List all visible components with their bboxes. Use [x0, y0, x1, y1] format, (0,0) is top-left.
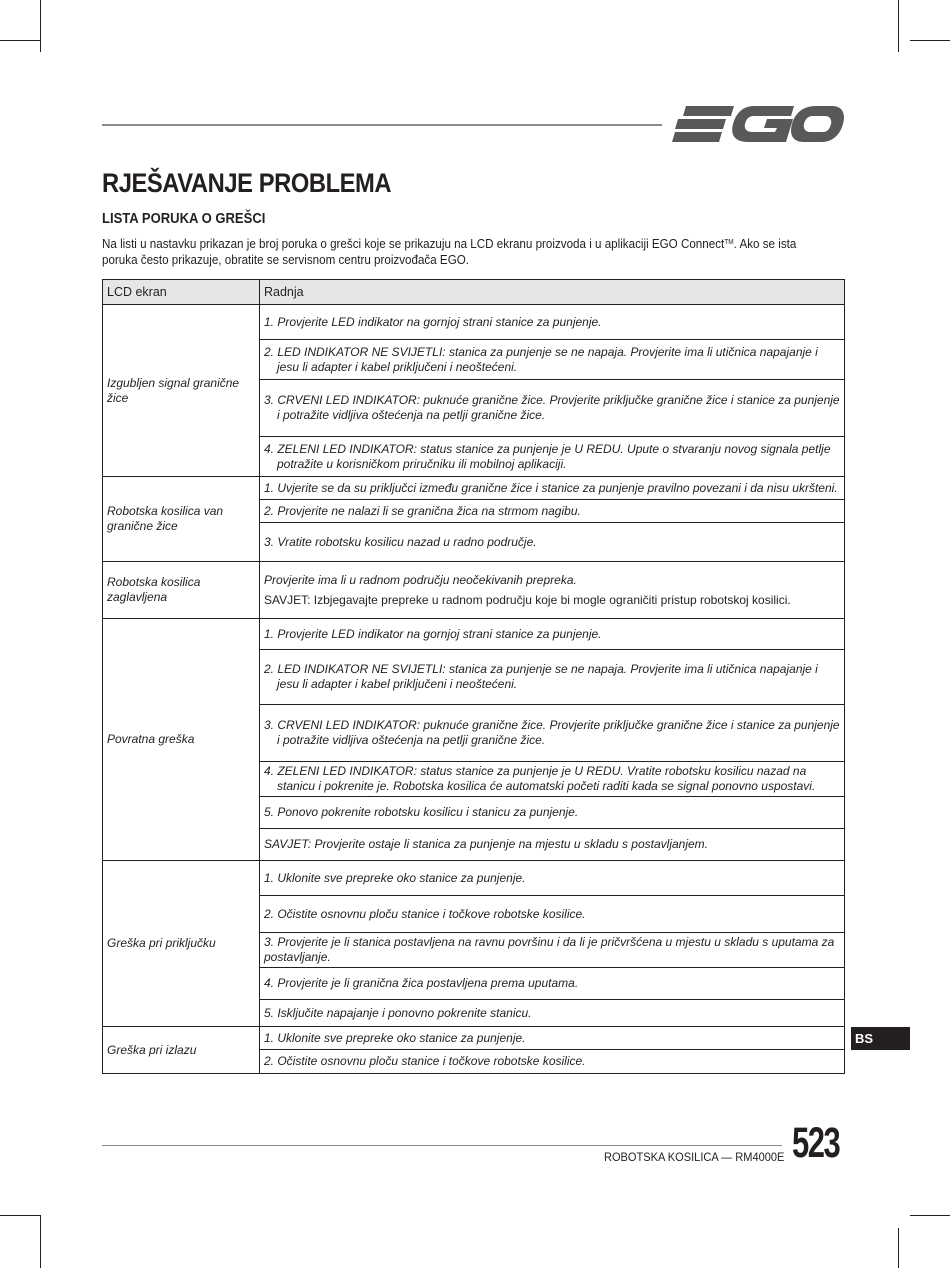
column-header-lcd: LCD ekran — [103, 280, 260, 305]
action-text: 1. Provjerite LED indikator na gornjoj strani stanice za punjenje. — [264, 314, 602, 329]
lcd-message: Greška pri izlazu — [103, 1027, 260, 1074]
action-cell — [260, 477, 845, 500]
action-text: 2. LED INDIKATOR NE SVIJETLI: stanica za punjenje se ne napaja. Provjerite ima li utičnica napajanje i jesu li adapter i kabel priključeni i neoštećeni. — [264, 344, 818, 374]
action-cell — [260, 437, 845, 477]
crop-mark — [898, 0, 899, 52]
action-cell — [260, 500, 845, 523]
crop-mark — [40, 1215, 41, 1268]
trademark-mark: TM — [724, 239, 734, 246]
language-tab: BS — [851, 1027, 910, 1050]
intro-text: Na listi u nastavku prikazan je broj poruka o grešci koje se prikazuju na LCD ekranu proizvoda i u aplikaciji EGO Connect — [102, 237, 725, 251]
action-text: 4. Provjerite je li granična žica postavljena prema uputama. — [264, 976, 579, 990]
page-number: 523 — [792, 1119, 840, 1167]
action-text: 3. Vratite robotsku kosilicu nazad u radno područje. — [264, 534, 537, 549]
action-cell — [260, 305, 845, 340]
action-cell — [260, 762, 845, 797]
table-row — [103, 1027, 845, 1050]
action-text: 5. Ponovo pokrenite robotsku kosilicu i stanicu za punjenje. — [264, 805, 579, 819]
action-cell — [260, 705, 845, 762]
tip-text: SAVJET: Provjerite ostaje li stanica za punjenje na mjestu u skladu s postavljanjem. — [264, 837, 708, 851]
column-header-action: Radnja — [260, 280, 845, 305]
table-row — [103, 619, 845, 650]
action-cell — [260, 933, 845, 968]
action-text: 1. Uklonite sve prepreke oko stanice za punjenje. — [264, 870, 526, 885]
action-text: 3. CRVENI LED INDIKATOR: puknuće granične žice. Provjerite priključke granične žice i stanice za punjenje i potražite vidljiva oštećenja na petlji granične žice. — [264, 718, 840, 747]
action-text: 1. Provjerite LED indikator na gornjoj strani stanice za punjenje. — [264, 626, 602, 641]
lcd-message: Robotska kosilica van granične žice — [103, 477, 260, 562]
intro-text-continued: . Ako se ista poruka često prikazuje, obratite se servisnom centru proizvođača EGO. — [102, 237, 797, 267]
action-text: 4. ZELENI LED INDIKATOR: status stanice za punjenje je U REDU. Vratite robotsku kosilicu nazad na stanicu i pokrenite je. Robotska kosilica će automatski početi raditi kada se signal ponovno uspostavi. — [264, 764, 816, 793]
action-cell — [260, 968, 845, 1000]
crop-mark — [910, 40, 950, 41]
action-cell — [260, 1027, 845, 1050]
action-cell — [260, 861, 845, 896]
error-messages-table — [102, 279, 845, 1074]
table-row — [103, 861, 845, 896]
table-row — [103, 562, 845, 619]
action-text: 2. Očistite osnovnu ploču stanice i točkove robotske kosilice. — [264, 1054, 586, 1068]
action-text: 1. Uvjerite se da su priključci između granične žice i stanice za punjenje pravilno povezani i da nisu ukršteni. — [264, 480, 838, 495]
footer-product-name: ROBOTSKA KOSILICA — RM4000E — [604, 1150, 785, 1164]
action-cell — [260, 1000, 845, 1027]
action-cell — [260, 650, 845, 705]
table-row — [103, 305, 845, 340]
action-text: 1. Uklonite sve prepreke oko stanice za punjenje. — [264, 1030, 526, 1045]
action-cell — [260, 380, 845, 437]
crop-mark — [910, 1215, 950, 1216]
action-cell — [260, 619, 845, 650]
action-cell — [260, 523, 845, 562]
action-text: 5. Isključite napajanje i ponovno pokrenite stanicu. — [264, 1005, 532, 1020]
lcd-message: Povratna greška — [103, 619, 260, 861]
action-text: Provjerite ima li u radnom području neočekivanih prepreka. — [264, 573, 577, 587]
action-cell — [260, 562, 845, 619]
action-text: 3. Provjerite je li stanica postavljena na ravnu površinu i da li je pričvršćena u mjestu u skladu s uputama za postavljanje. — [264, 935, 835, 964]
action-cell — [260, 1050, 845, 1074]
intro-paragraph — [102, 236, 809, 268]
action-text: 2. LED INDIKATOR NE SVIJETLI: stanica za punjenje se ne napaja. Provjerite ima li utičnica napajanje i jesu li adapter i kabel priključeni i neoštećeni. — [264, 662, 818, 691]
section-title: LISTA PORUKA O GREŠCI — [102, 211, 266, 227]
action-cell — [260, 896, 845, 933]
lcd-message: Greška pri priključku — [103, 861, 260, 1027]
action-cell — [260, 797, 845, 829]
crop-mark — [40, 0, 41, 52]
footer-rule — [102, 1145, 782, 1146]
page-title: RJEŠAVANJE PROBLEMA — [102, 168, 392, 198]
lcd-message: Robotska kosilica zaglavljena — [103, 562, 260, 619]
action-cell — [260, 829, 845, 861]
header-rule — [102, 124, 662, 126]
ego-logo — [672, 104, 844, 144]
lcd-message: Izgubljen signal granične žice — [103, 305, 260, 477]
action-text: 3. CRVENI LED INDIKATOR: puknuće granične žice. Provjerite priključke granične žice i stanice za punjenje i potražite vidljiva oštećenja na petlji granične žice. — [264, 393, 840, 422]
table-row — [103, 477, 845, 500]
action-text: 2. Provjerite ne nalazi li se granična žica na strmom nagibu. — [264, 503, 581, 518]
table-header-row — [103, 280, 845, 305]
crop-mark — [0, 1215, 40, 1216]
tip-text: SAVJET: Izbjegavajte prepreke u radnom području koje bi mogle ograničiti pristup robotskoj kosilici. — [264, 593, 791, 607]
action-text: 2. Očistite osnovnu ploču stanice i točkove robotske kosilice. — [264, 906, 586, 921]
crop-mark — [0, 40, 40, 41]
action-cell — [260, 340, 845, 380]
action-text: 4. ZELENI LED INDIKATOR: status stanice za punjenje je U REDU. Upute o stvaranju novog signala petlje potražite u korisničkom priručniku ili mobilnoj aplikaciji. — [264, 441, 831, 471]
crop-mark — [898, 1228, 899, 1268]
